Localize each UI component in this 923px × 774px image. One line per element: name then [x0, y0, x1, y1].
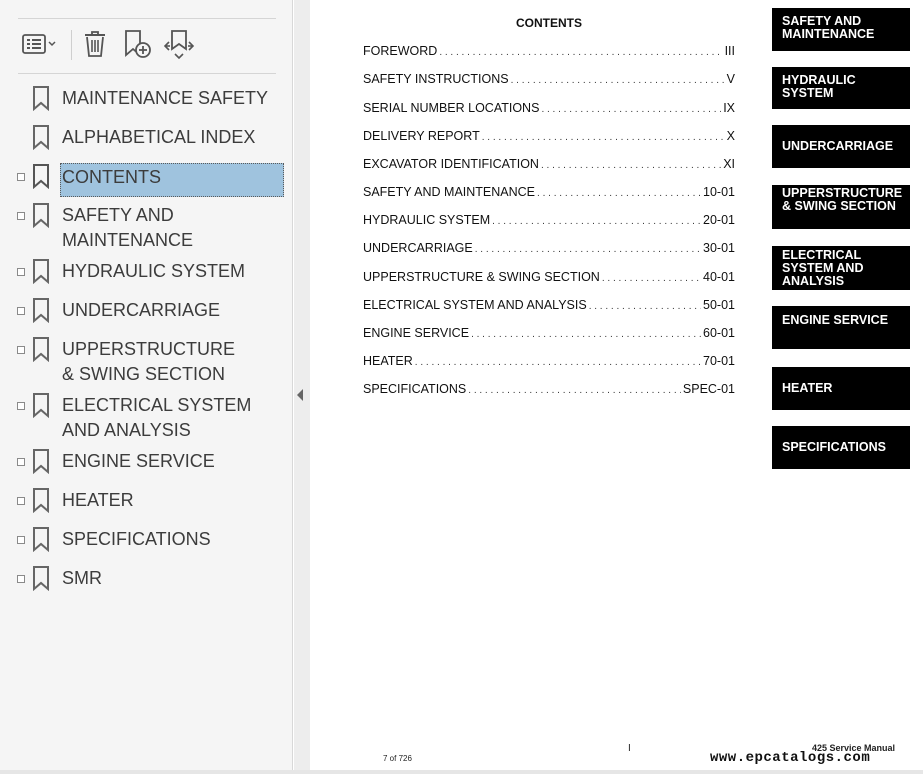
section-tab-engine[interactable]: ENGINE SERVICE: [772, 306, 910, 349]
leader-dots: [511, 75, 725, 86]
toc-title: SAFETY INSTRUCTIONS: [363, 72, 509, 86]
bookmark-label: CONTENTS: [60, 163, 284, 197]
leader-dots: [482, 132, 725, 143]
leader-dots: [471, 329, 701, 340]
leader-dots: [492, 216, 701, 227]
bookmark-label: SPECIFICATIONS: [62, 529, 211, 549]
leader-dots: [537, 188, 701, 199]
expand-toggle[interactable]: [17, 212, 25, 220]
toc-entry[interactable]: [363, 129, 735, 145]
document-page: [310, 0, 923, 774]
toc-title: HEATER: [363, 354, 413, 368]
toc-entry[interactable]: [363, 270, 735, 286]
leader-dots: [541, 160, 721, 171]
bookmarks-panel: [0, 0, 293, 774]
toc-page: 30-01: [703, 241, 735, 255]
expand-toggle[interactable]: [17, 307, 25, 315]
bookmark-label: ENGINE SERVICE: [62, 451, 215, 471]
bookmark-item-maintenance-safety[interactable]: [14, 86, 286, 111]
toc-entry[interactable]: [363, 185, 735, 201]
bookmark-item-safety-and-maintenance[interactable]: [14, 203, 286, 253]
bookmark-label: UNDERCARRIAGE: [62, 300, 221, 320]
toc-entry[interactable]: [363, 213, 735, 229]
toc-entry[interactable]: [363, 354, 735, 370]
toc-title: ELECTRICAL SYSTEM AND ANALYSIS: [363, 298, 587, 312]
page-number: I: [628, 743, 631, 754]
delete-bookmark-button[interactable]: [80, 26, 110, 62]
toc-page: SPEC-01: [682, 382, 735, 396]
expand-toggle[interactable]: [17, 497, 25, 505]
page-title: CONTENTS: [516, 16, 582, 30]
bookmark-item-engine-service[interactable]: [14, 449, 286, 474]
bookmark-item-alphabetical-index[interactable]: [14, 125, 286, 150]
trash-icon: [82, 29, 108, 59]
toc-page: 20-01: [703, 213, 735, 227]
bookmark-item-electrical-system[interactable]: [14, 393, 286, 443]
toc-entry[interactable]: [363, 326, 735, 342]
bookmark-label: MAINTENANCE SAFETY: [62, 88, 269, 108]
bookmark-label: SAFETY AND MAINTENANCE: [62, 205, 194, 250]
expand-toggle[interactable]: [17, 402, 25, 410]
bookmark-item-smr[interactable]: [14, 566, 286, 591]
toc-title: SERIAL NUMBER LOCATIONS: [363, 101, 540, 115]
bookmark-label: HEATER: [62, 490, 134, 510]
bookmarks-toolbar: [18, 26, 278, 62]
toc-title: SPECIFICATIONS: [363, 382, 467, 396]
bookmark-icon: [32, 298, 50, 323]
leader-dots: [468, 385, 681, 396]
bookmark-label: SMR: [62, 568, 102, 588]
toc-title: EXCAVATOR IDENTIFICATION: [363, 157, 539, 171]
options-button[interactable]: [20, 26, 60, 62]
bookmark-item-heater[interactable]: [14, 488, 286, 513]
toc-entry[interactable]: [363, 298, 735, 314]
leader-dots: [589, 301, 701, 312]
expand-bookmark-button[interactable]: [162, 26, 196, 62]
section-tab-safety-maintenance[interactable]: SAFETY AND MAINTENANCE: [772, 8, 910, 51]
bookmark-label: ALPHABETICAL INDEX: [62, 127, 256, 147]
toc-page: 40-01: [703, 270, 735, 284]
toc-entry[interactable]: [363, 72, 735, 88]
list-options-icon: [21, 32, 59, 56]
manual-name: 425 Service Manual: [812, 743, 896, 753]
bottom-edge: [0, 770, 923, 774]
bookmark-icon: [32, 259, 50, 284]
chevron-left-icon: [295, 388, 305, 402]
new-bookmark-button[interactable]: [120, 26, 154, 62]
toc-title: FOREWORD: [363, 44, 438, 58]
leader-dots: [602, 273, 701, 284]
bookmark-icon: [32, 203, 50, 228]
section-tab-hydraulic[interactable]: HYDRAULIC SYSTEM: [772, 67, 910, 109]
page-count: 7 of 726: [383, 754, 412, 763]
expand-toggle[interactable]: [17, 173, 25, 181]
toc-entry[interactable]: [363, 157, 735, 173]
toc-page: XI: [723, 157, 735, 171]
bookmark-icon: [32, 125, 50, 150]
bookmark-icon: [32, 449, 50, 474]
watermark: www.epcatalogs.com: [710, 750, 871, 766]
panel-top-divider: [18, 18, 276, 19]
leader-dots: [475, 244, 701, 255]
expand-toggle[interactable]: [17, 268, 25, 276]
toc-entry[interactable]: [363, 101, 735, 117]
expand-toggle[interactable]: [17, 346, 25, 354]
bookmark-item-undercarriage[interactable]: [14, 298, 286, 323]
bookmark-label: ELECTRICAL SYSTEM AND ANALYSIS: [62, 395, 252, 440]
toc-page: III: [724, 44, 735, 58]
expand-toggle[interactable]: [17, 575, 25, 583]
toc-page: 70-01: [703, 354, 735, 368]
bookmark-item-specifications[interactable]: [14, 527, 286, 552]
toc-title: SAFETY AND MAINTENANCE: [363, 185, 536, 199]
toc-title: UNDERCARRIAGE: [363, 241, 473, 255]
toolbar-separator: [71, 30, 72, 60]
bookmark-icon: [32, 527, 50, 552]
toc-page: 60-01: [703, 326, 735, 340]
bookmark-icon: [32, 393, 50, 418]
expand-toggle[interactable]: [17, 458, 25, 466]
bookmark-item-upperstructure-swing[interactable]: [14, 337, 286, 387]
collapse-panel-button[interactable]: [293, 380, 307, 410]
toc-page: 50-01: [703, 298, 735, 312]
toc-entry[interactable]: [363, 382, 735, 398]
toc-title: UPPERSTRUCTURE & SWING SECTION: [363, 270, 600, 284]
bookmark-label: UPPERSTRUCTURE & SWING SECTION: [62, 339, 236, 384]
section-tab-heater[interactable]: HEATER: [772, 367, 910, 410]
section-tab-upperstructure[interactable]: UPPERSTRUCTURE & SWING SECTION: [772, 185, 910, 229]
toc-entry[interactable]: [363, 241, 735, 257]
section-tab-specifications[interactable]: SPECIFICATIONS: [772, 426, 910, 469]
leader-dots: [541, 104, 721, 115]
toc-title: HYDRAULIC SYSTEM: [363, 213, 491, 227]
toc-page: V: [726, 72, 735, 86]
add-bookmark-icon: [121, 28, 153, 60]
toc-page: IX: [723, 101, 735, 115]
bookmark-item-hydraulic-system[interactable]: [14, 259, 286, 284]
bookmark-item-contents[interactable]: [14, 164, 286, 197]
toc-page: X: [726, 129, 735, 143]
bookmark-icon: [32, 86, 50, 111]
toc-title: ENGINE SERVICE: [363, 326, 470, 340]
bookmark-label: HYDRAULIC SYSTEM: [62, 261, 246, 281]
bookmark-icon: [32, 164, 50, 189]
bookmark-icon: [32, 566, 50, 591]
bookmark-icon: [32, 488, 50, 513]
toc-entry[interactable]: [363, 44, 735, 60]
toc-page: 10-01: [703, 185, 735, 199]
section-tab-undercarriage[interactable]: UNDERCARRIAGE: [772, 125, 910, 168]
leader-dots: [415, 357, 701, 368]
leader-dots: [439, 47, 722, 58]
panel-divider: [18, 73, 276, 74]
expand-toggle[interactable]: [17, 536, 25, 544]
toc-title: DELIVERY REPORT: [363, 129, 480, 143]
section-tab-electrical[interactable]: ELECTRICAL SYSTEM AND ANALYSIS: [772, 246, 910, 290]
expand-bookmark-icon: [163, 28, 195, 60]
bookmark-icon: [32, 337, 50, 362]
